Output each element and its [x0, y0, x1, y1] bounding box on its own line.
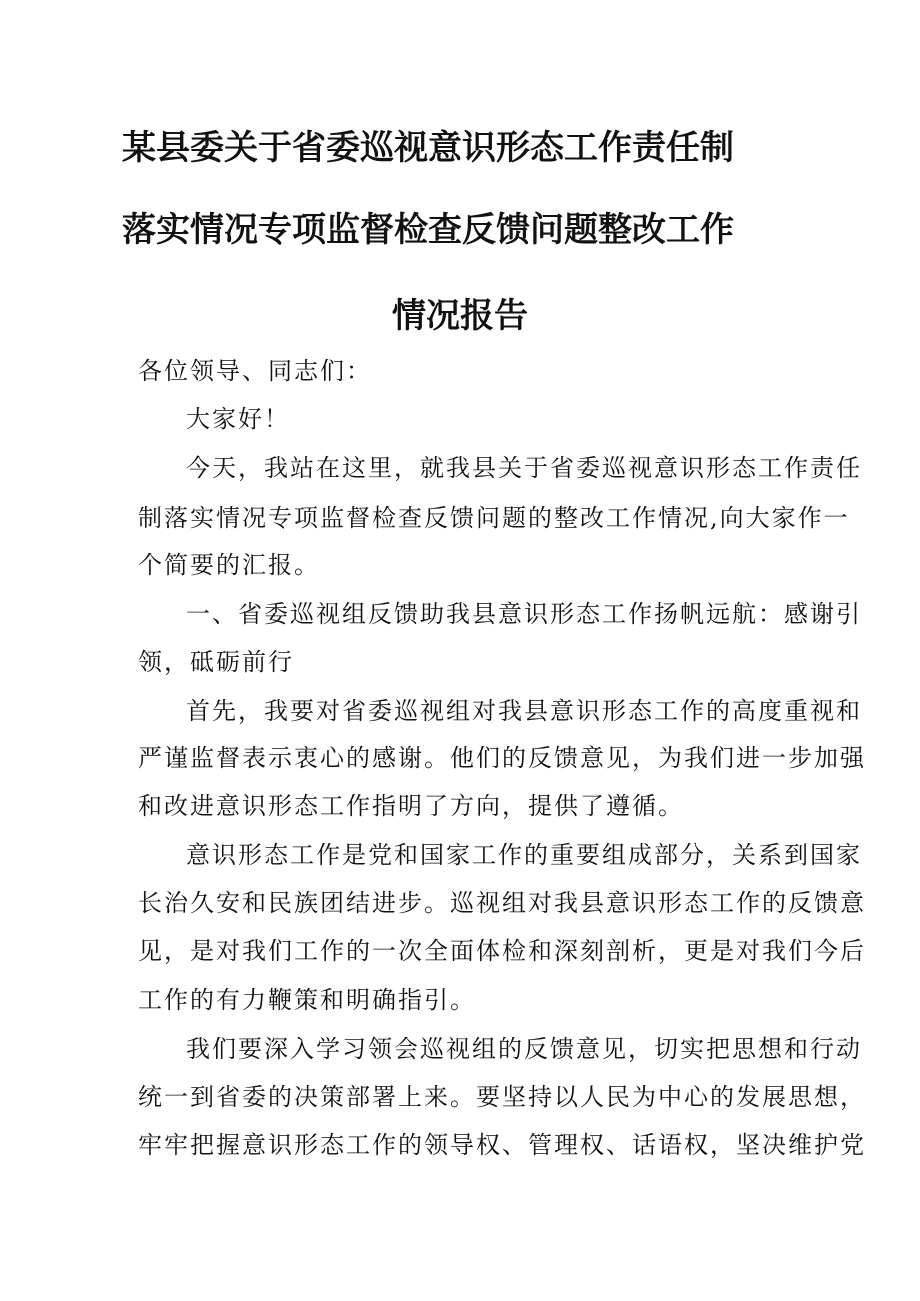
greeting: 大家好！	[186, 405, 290, 433]
body-line: 我们要深入学习领会巡视组的反馈意见，切实把思想和行动	[186, 1035, 862, 1063]
body-line: 首先，我要对省委巡视组对我县意识形态工作的高度重视和	[186, 697, 862, 725]
section-heading-line: 领，砥砺前行	[138, 648, 294, 676]
body-line: 制落实情况专项监督检查反馈问题的整改工作情况,向大家作一	[138, 504, 850, 532]
body-line: 意识形态工作是党和国家工作的重要组成部分，关系到国家	[186, 841, 862, 869]
salutation: 各位领导、同志们：	[138, 357, 372, 385]
document-title-line-2: 落实情况专项监督检查反馈问题整改工作	[122, 210, 734, 250]
body-line: 统一到省委的决策部署上来。要坚持以人民为中心的发展思想，	[138, 1083, 866, 1111]
body-line: 今天，我站在这里，就我县关于省委巡视意识形态工作责任	[186, 454, 862, 482]
body-line: 严谨监督表示衷心的感谢。他们的反馈意见，为我们进一步加强	[138, 744, 866, 772]
section-heading-line: 一、省委巡视组反馈助我县意识形态工作扬帆远航：感谢引	[186, 600, 862, 628]
body-line: 个简要的汇报。	[138, 551, 320, 579]
body-line: 见，是对我们工作的一次全面体检和深刻剖析，更是对我们今后	[138, 937, 866, 965]
document-title-line-1: 某县委关于省委巡视意识形态工作责任制	[122, 128, 734, 168]
body-line: 牢牢把握意识形态工作的领导权、管理权、话语权，坚决维护党	[138, 1131, 866, 1159]
body-line: 长治久安和民族团结进步。巡视组对我县意识形态工作的反馈意	[138, 889, 866, 917]
body-line: 和改进意识形态工作指明了方向，提供了遵循。	[138, 792, 684, 820]
document-title-line-3: 情况报告	[392, 296, 528, 336]
body-line: 工作的有力鞭策和明确指引。	[138, 986, 476, 1014]
